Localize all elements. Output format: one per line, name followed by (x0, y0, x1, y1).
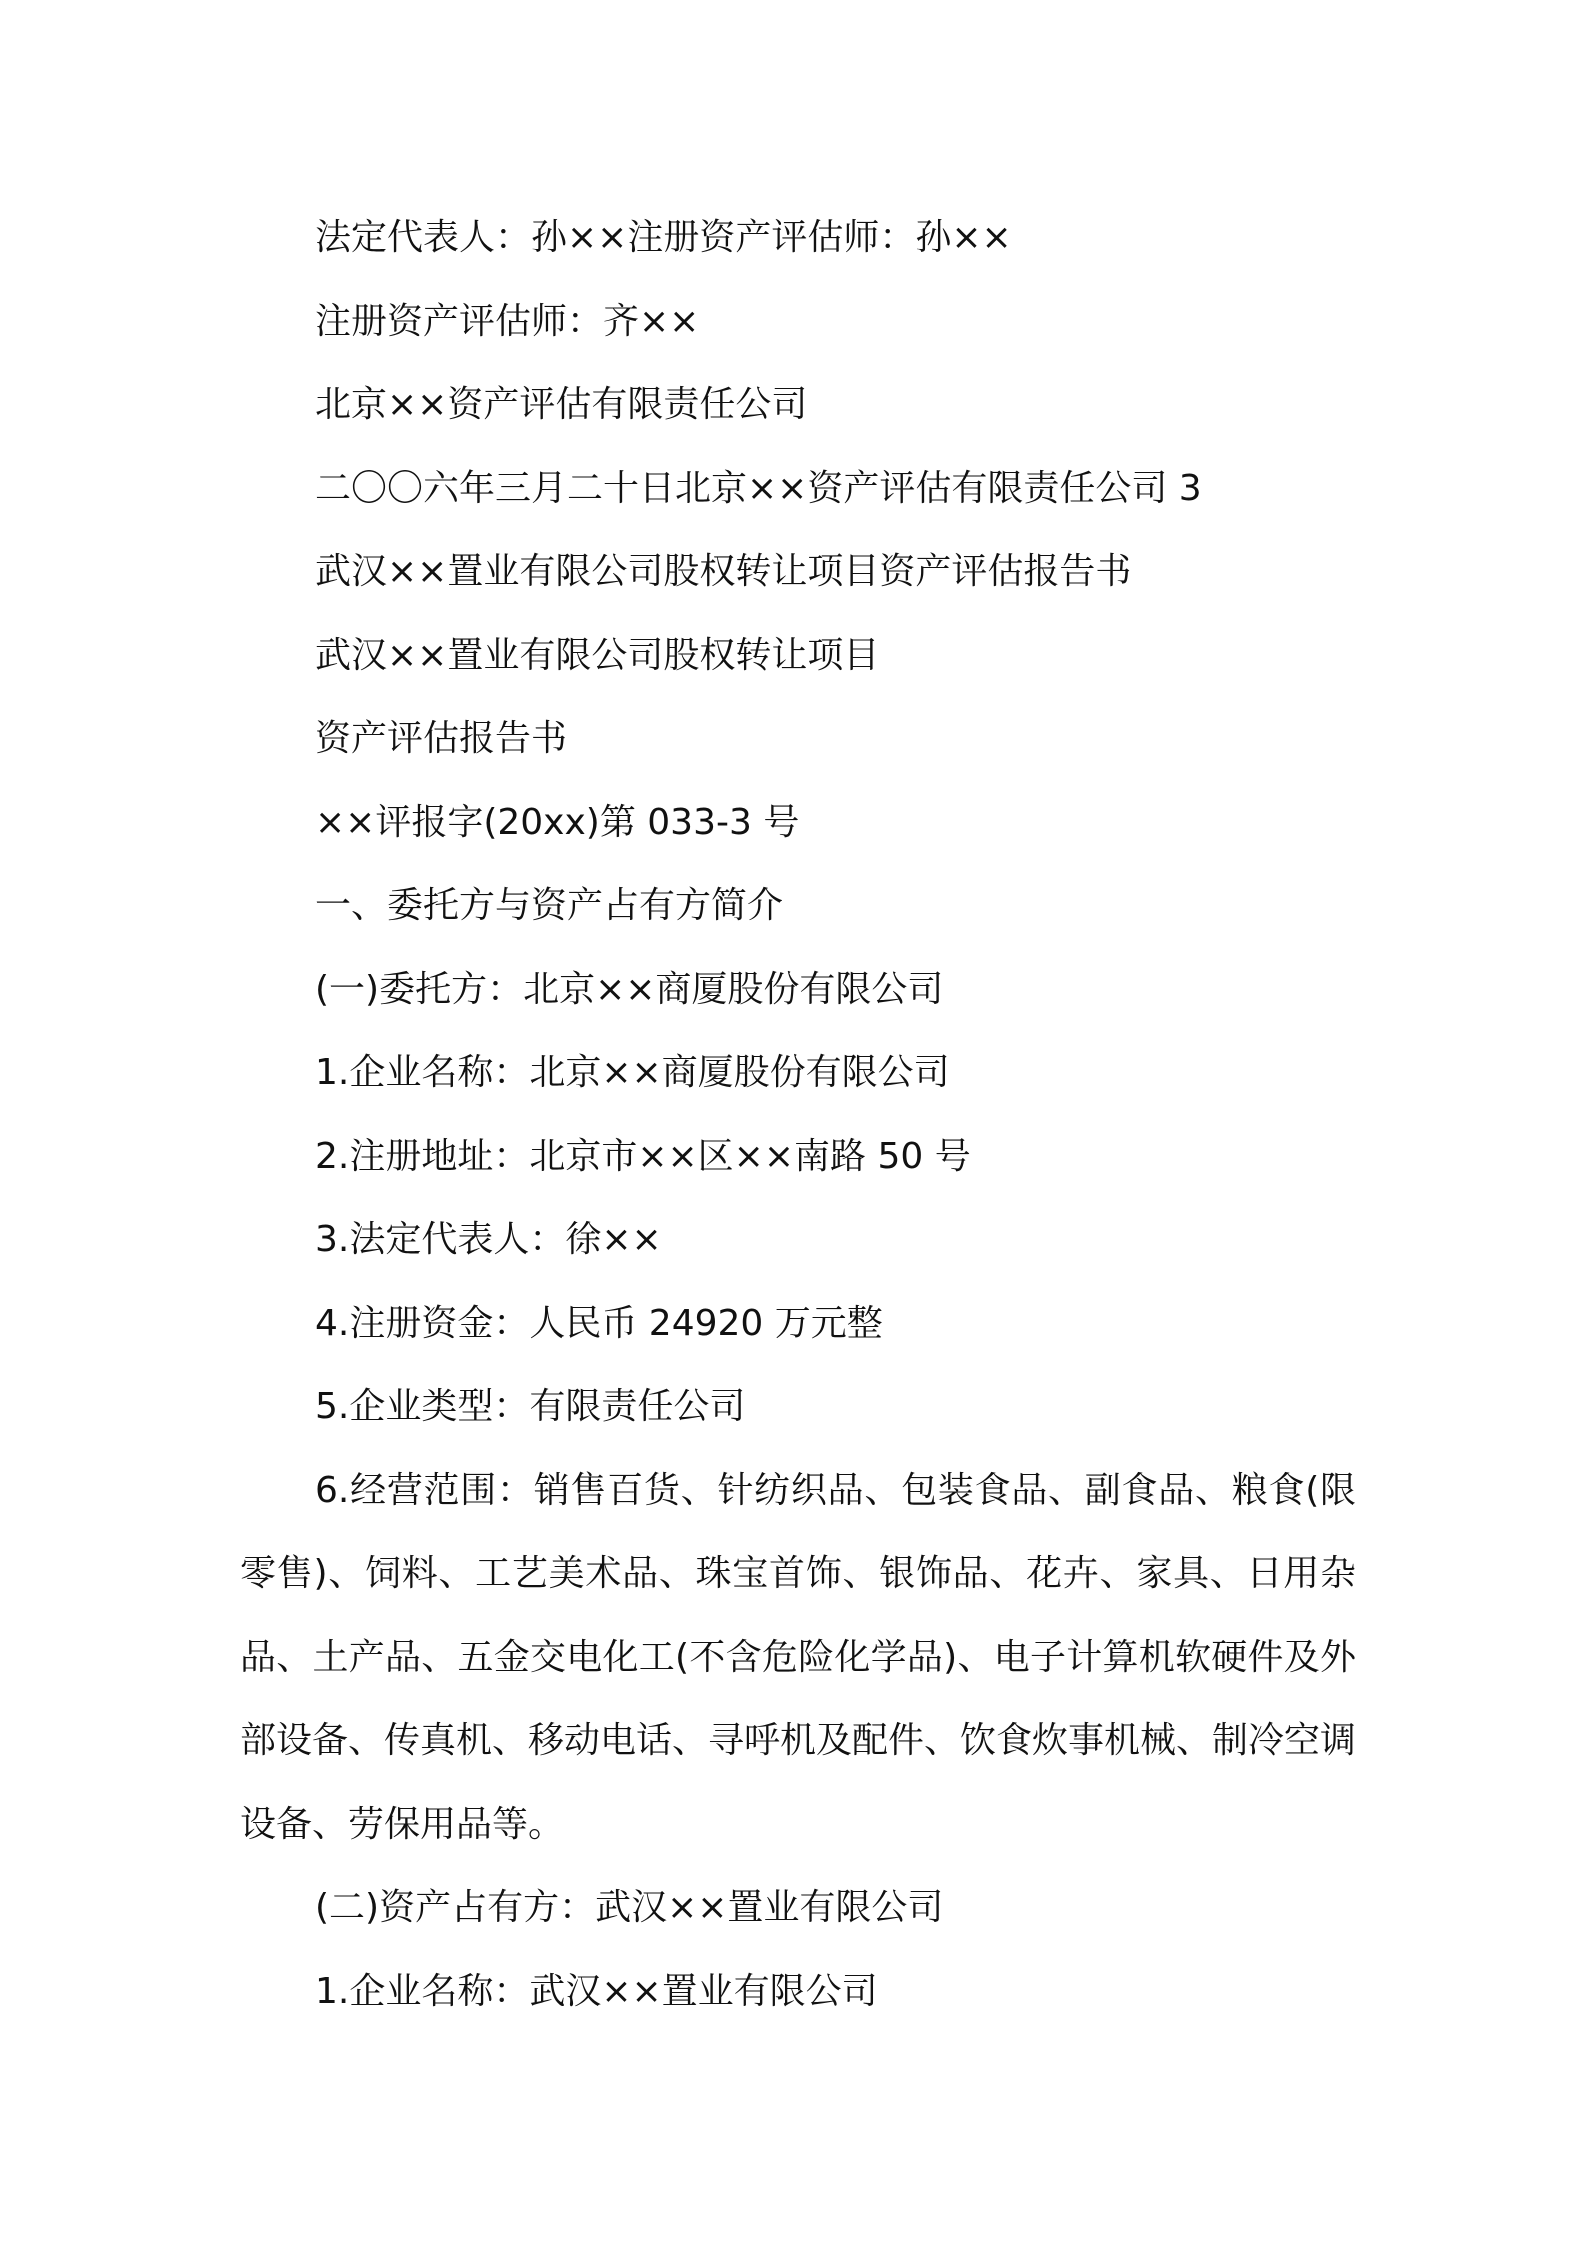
appraiser-line: 注册资产评估师：齐×× (315, 300, 700, 342)
subsection-principal: (一)委托方：北京××商厦股份有限公司 (315, 968, 944, 1010)
principal-capital-line: 4.注册资金：人民币 24920 万元整 (315, 1302, 883, 1344)
date-footer-line: 二〇〇六年三月二十日北京××资产评估有限责任公司 3 (315, 467, 1202, 509)
running-header-line: 武汉××置业有限公司股权转让项目资产评估报告书 (315, 551, 1132, 592)
principal-address-line: 2.注册地址：北京市××区××南路 50 号 (315, 1135, 971, 1177)
asset-holder-name-line: 1.企业名称：武汉××置业有限公司 (315, 1970, 878, 2012)
principal-type-line: 5.企业类型：有限责任公司 (315, 1386, 746, 1427)
legal-rep-line: 法定代表人：孙××注册资产评估师：孙×× (315, 217, 1012, 258)
principal-name-line: 1.企业名称：北京××商厦股份有限公司 (315, 1052, 950, 1093)
report-title-line-2: 资产评估报告书 (315, 718, 568, 759)
principal-legal-rep-line: 3.法定代表人：徐×× (315, 1219, 662, 1260)
section-heading-1: 一、委托方与资产占有方简介 (315, 885, 784, 926)
document-body (240, 196, 1356, 2033)
report-number-line: ××评报字(20xx)第 033-3 号 (315, 801, 800, 843)
subsection-asset-holder: (二)资产占有方：武汉××置业有限公司 (315, 1887, 944, 1928)
report-title-line-1: 武汉××置业有限公司股权转让项目 (315, 634, 880, 676)
business-scope-paragraph: 6.经营范围：销售百货、针纺织品、包装食品、副食品、粮食(限零售)、饲料、工艺美术品、珠宝首饰、银饰品、花卉、家具、日用杂品、土产品、五金交电化工(不含危险化学品)、电子计算机软硬件及外部设备、传真机、移动电话、寻呼机及配件、饮食炊事机械、制冷空调设备、劳保用品等。 (240, 1469, 1357, 1845)
firm-name-line: 北京××资产评估有限责任公司 (315, 384, 808, 425)
